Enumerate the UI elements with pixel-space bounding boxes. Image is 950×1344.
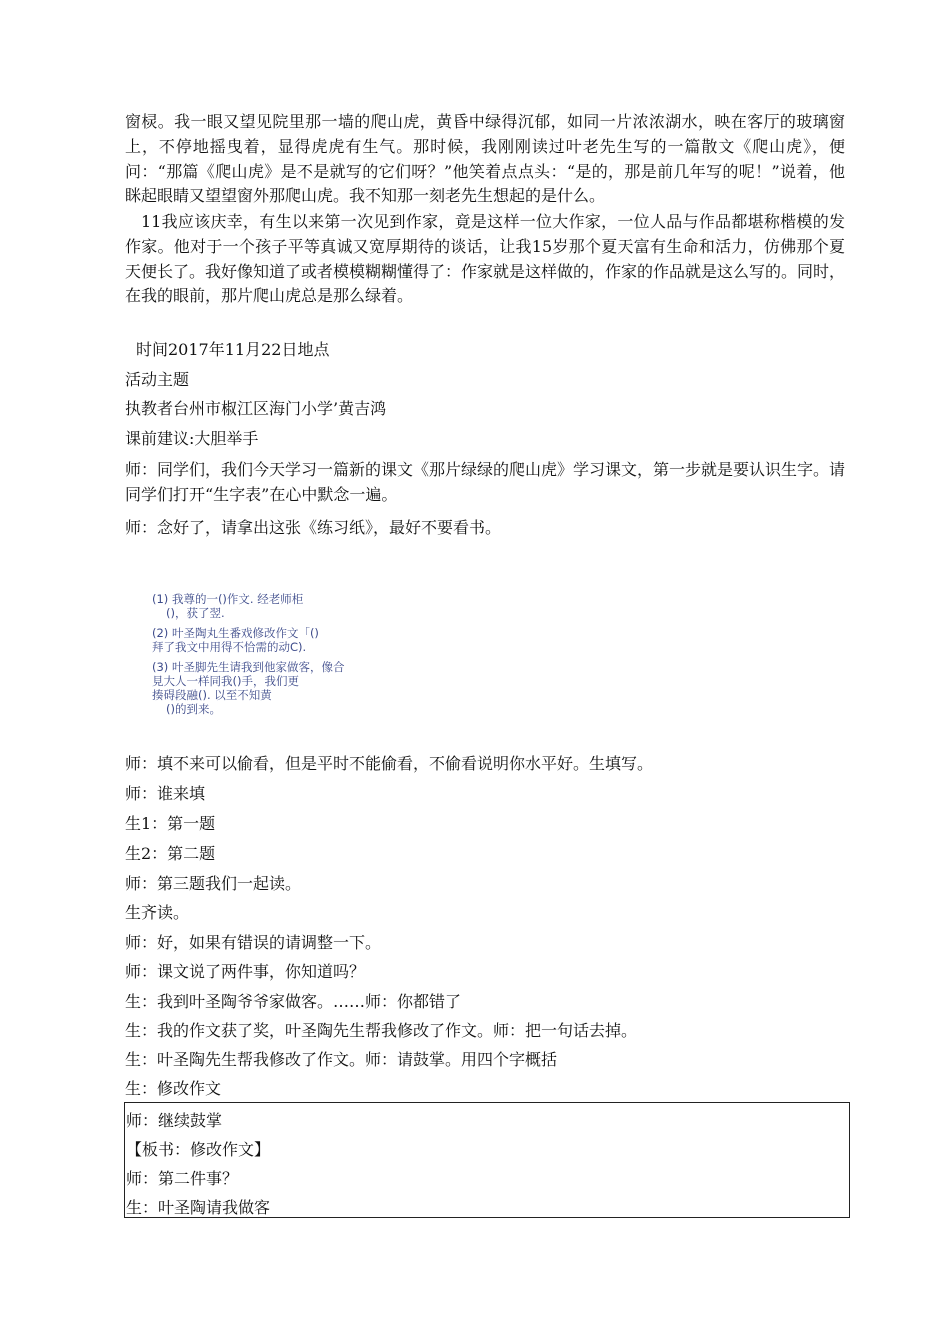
dialogue-line: 师：第三题我们一起读。	[125, 874, 302, 893]
exercise-line: (3) 叶圣脚先生请我到他家做客，像合	[152, 660, 345, 674]
dialogue-line: 师：谁来填	[125, 784, 206, 803]
exercise-line: (2) 叶圣陶丸生番戏修改作文「()	[152, 626, 319, 640]
dialogue-line: 生1：第一题	[125, 814, 216, 833]
dialogue-line: 师：填不来可以偷看，但是平时不能偷看，不偷看说明你水平好。生填写。	[125, 754, 654, 773]
boxed-line: 师：继续鼓掌	[126, 1111, 223, 1130]
dialogue-line: 生：叶圣陶先生帮我修改了作文。师：请鼓掌。用四个字概括	[125, 1050, 558, 1069]
exercise-line: 揍碍段融(). 以至不知黄	[152, 688, 272, 702]
exercise-question-1	[152, 592, 412, 620]
boxed-line: 【板书：修改作文】	[126, 1140, 271, 1159]
paragraph-11: 11我应该庆幸，有生以来第一次见到作家，竟是这样一位大作家，一位人品与作品都堪称楷模的发作家。他对于一个孩子平等真诚又宽厚期待的谈话，让我15岁那个夏天富有生命和活力，仿佛那个夏天便长了。我好像知道了或者模模糊糊懂得了：作家就是这样做的，作家的作品就是这么写的。同时，在我的眼前，那片爬山虎总是那么绿着。	[125, 212, 846, 306]
lesson-time-place: 时间2017年11月22日地点	[136, 340, 330, 359]
boxed-line: 生：叶圣陶请我做客	[126, 1198, 271, 1217]
dialogue-line: 生2：第二题	[125, 844, 216, 863]
lesson-advice: 课前建议:大胆举手	[125, 429, 259, 448]
exercise-line: (1) 我尊的一()作文. 经老师柜	[152, 592, 304, 606]
exercise-line: 拜了我文中用得不恰需的动C).	[152, 640, 307, 654]
dialogue-line: 师：课文说了两件事，你知道吗？	[125, 962, 366, 981]
dialogue-line: 生齐读。	[125, 903, 190, 922]
boxed-line: 师：第二件事？	[126, 1169, 239, 1188]
exercise-question-2	[152, 626, 412, 654]
dialogue-line: 师：好，如果有错误的请调整一下。	[125, 933, 382, 952]
lesson-teacher: 执教者台州市椒江区海门小学’黄吉鸿	[125, 399, 387, 418]
teacher-intro: 师：同学们，我们今天学习一篇新的课文《那片绿绿的爬山虎》学习课文，第一步就是要认识生字。请同学们打开“生字表”在心中默念一遍。	[125, 460, 846, 504]
dialogue-line: 生：我的作文获了奖，叶圣陶先生帮我修改了作文。师：把一句话去掉。	[125, 1021, 638, 1040]
exercise-line: 見大人一样同我()手，我们更	[152, 674, 299, 688]
exercise-question-3	[152, 660, 412, 716]
dialogue-line: 生：修改作文	[125, 1079, 222, 1098]
boxed-section	[124, 1102, 850, 1218]
teacher-instruction: 师：念好了，请拿出这张《练习纸》，最好不要看书。	[125, 518, 502, 537]
lesson-theme: 活动主题	[125, 370, 190, 389]
exercise-line: ()的到来。	[166, 702, 221, 716]
paragraph-10: 窗棂。我一眼又望见院里那一墙的爬山虎，黄昏中绿得沉郁，如同一片浓浓湖水，映在客厅的玻璃窗上，不停地摇曳着，显得虎虎有生气。那时候，我刚刚读过叶老先生写的一篇散文《爬山虎》，便问：“那篇《爬山虎》是不是就写的它们呀？”他笑着点点头：“是的，那是前几年写的呢！”说着，他眯起眼睛又望望窗外那爬山虎。我不知那一刻老先生想起的是什么。	[125, 112, 845, 206]
dialogue-line: 生：我到叶圣陶爷爷家做客。……师：你都错了	[125, 992, 462, 1011]
exercise-line: ()，获了翌.	[166, 606, 225, 620]
exercise-sheet-image	[152, 592, 412, 722]
